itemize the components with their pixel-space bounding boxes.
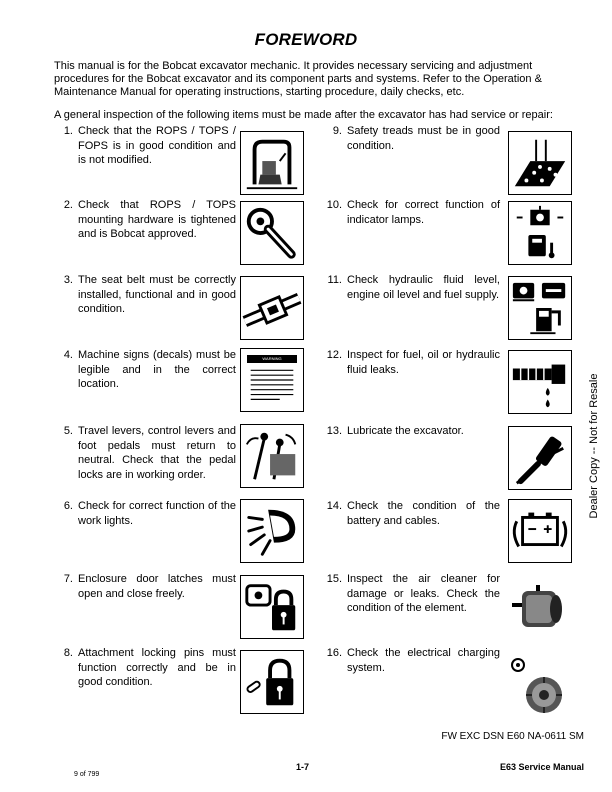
item-text: Machine signs (decals) must be legible and in the correct location. (78, 349, 236, 390)
item-text: Enclosure door latches must open and close freely. (78, 573, 236, 600)
control-levers-icon (240, 424, 304, 488)
safety-tread-icon (508, 131, 572, 195)
item-text: Inspect the air cleaner for damage or leaks. Check the condition of the element. (347, 573, 500, 614)
item-text: Inspect for fuel, oil or hydraulic fluid leaks. (347, 349, 500, 376)
inspection-intro: A general inspection of the following items must be made after the excavator has had service or repair: (54, 109, 553, 121)
item-number: 10. (326, 199, 342, 211)
item-number: 13. (326, 425, 342, 437)
item-number: 15. (326, 573, 342, 585)
item-number: 9. (332, 125, 342, 137)
item-text: Check for correct function of indicator lamps. (347, 199, 500, 226)
item-number: 4. (63, 349, 73, 361)
item-number: 3. (63, 274, 73, 286)
checklist-item-13 (320, 424, 500, 439)
checklist-item-12 (320, 348, 500, 377)
dealer-copy-text: Dealer Copy -- Not for Resale (588, 373, 600, 519)
warning-decal-icon (240, 348, 304, 412)
manual-name: E63 Service Manual (499, 762, 584, 772)
checklist-item-3 (54, 273, 236, 317)
item-text: Lubricate the excavator. (347, 425, 464, 437)
door-latch-icon (240, 575, 304, 639)
work-light-icon (240, 499, 304, 563)
checklist-item-11 (320, 273, 500, 302)
item-number: 6. (63, 500, 73, 512)
air-cleaner-icon (508, 575, 572, 639)
item-text: Travel levers, control levers and foot pedals must return to neutral. Check that the pedal locks are in working order. (78, 425, 236, 481)
item-number: 2. (63, 199, 73, 211)
page-count: 9 of 799 (74, 771, 100, 778)
item-text: Check that the ROPS / TOPS / FOPS is in good condition and is not modified. (78, 125, 236, 166)
wrench-bolt-icon (240, 201, 304, 265)
checklist-item-9 (320, 124, 500, 153)
item-number: 16. (326, 647, 342, 659)
seat-belt-icon (240, 276, 304, 340)
item-number: 11. (327, 274, 342, 286)
checklist-item-14 (320, 499, 500, 528)
checklist-item-4 (54, 348, 236, 392)
alternator-icon (508, 655, 572, 719)
item-text: Check the condition of the battery and cables. (347, 500, 500, 527)
item-text: Check for correct function of the work lights. (78, 500, 236, 527)
fluid-leak-icon (508, 350, 572, 414)
checklist-item-8 (54, 646, 236, 690)
item-number: 14. (326, 500, 342, 512)
checklist-item-7 (54, 572, 236, 601)
locking-pin-icon (240, 650, 304, 714)
checklist-item-2 (54, 198, 236, 242)
item-text: The seat belt must be correctly installed, functional and in good condition. (78, 274, 236, 315)
item-number: 7. (63, 573, 73, 585)
checklist-item-1 (54, 124, 236, 168)
page-number: 1-7 (296, 762, 310, 772)
page-title: FOREWORD (254, 30, 358, 49)
item-number: 12. (326, 349, 342, 361)
item-number: 1. (63, 125, 73, 137)
fluid-levels-icon (508, 276, 572, 340)
battery-icon (508, 499, 572, 563)
item-text: Check the electrical charging system. (347, 647, 500, 674)
checklist-item-15 (320, 572, 500, 616)
item-number: 5. (63, 425, 73, 437)
checklist-item-16 (320, 646, 500, 675)
indicator-lamps-icon (508, 201, 572, 265)
grease-gun-icon (508, 426, 572, 490)
checklist-item-10 (320, 198, 500, 227)
intro-paragraph: This manual is for the Bobcat excavator mechanic. It provides necessary servicing and adjustment procedures for the Bobcat excavator and its component parts and systems. Refer to the Operation & Maintenance Manual for operating instructions, starting procedure, daily checks, etc. (54, 60, 542, 98)
document-id: FW EXC DSN E60 NA-0611 SM (441, 731, 584, 742)
item-number: 8. (63, 647, 73, 659)
checklist-item-5 (54, 424, 236, 482)
item-text: Check hydraulic fluid level, engine oil level and fuel supply. (347, 274, 500, 301)
dealer-copy-notice (586, 316, 602, 576)
rops-frame-icon (240, 131, 304, 195)
item-text: Check that ROPS / TOPS mounting hardware is tightened and is Bobcat approved. (78, 199, 236, 240)
warning-decal-header: WARNING (247, 355, 297, 363)
checklist-item-6 (54, 499, 236, 528)
item-text: Safety treads must be in good condition. (347, 125, 500, 152)
item-text: Attachment locking pins must function correctly and be in good condition. (78, 647, 236, 688)
